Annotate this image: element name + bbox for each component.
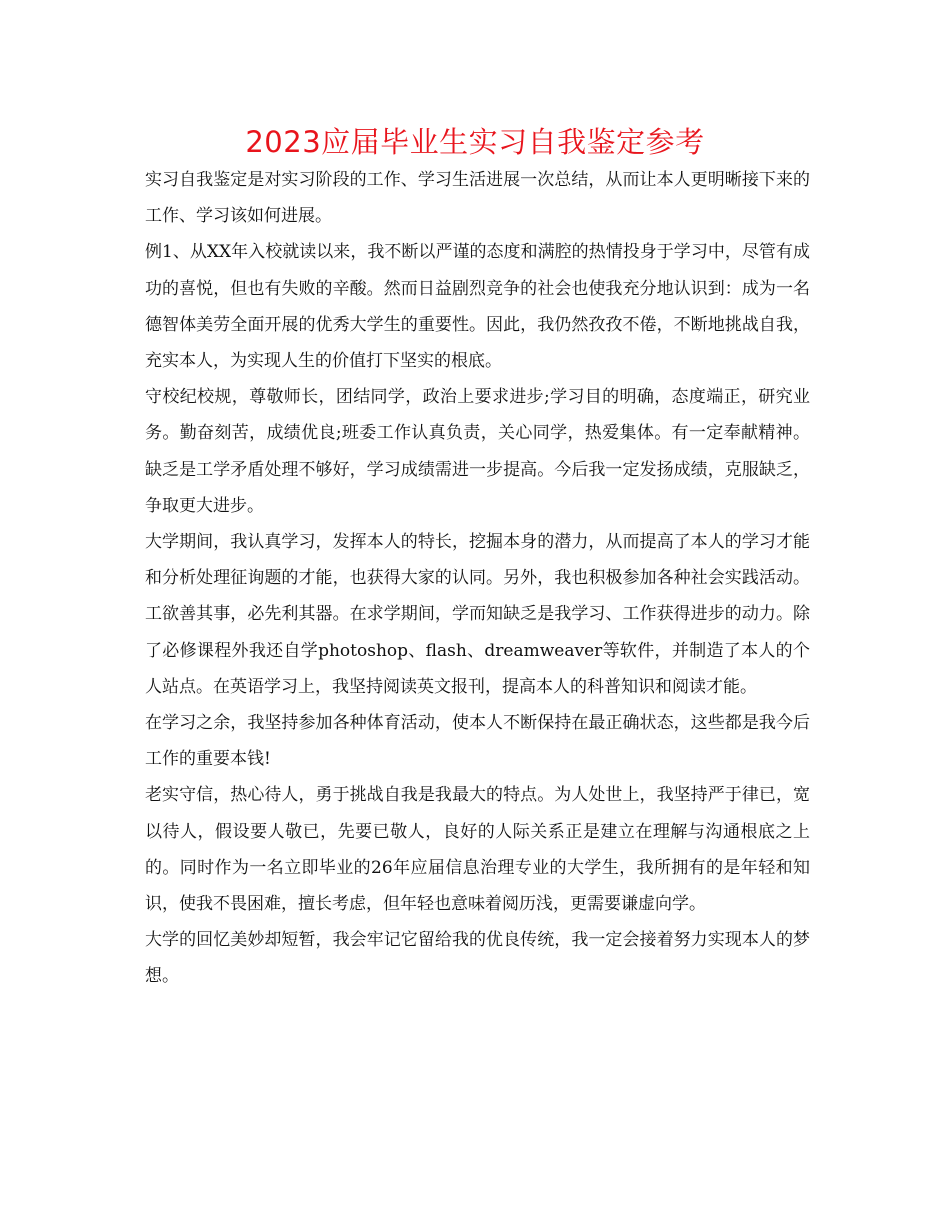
paragraph-discipline: 守校纪校规，尊敬师长，团结同学，政治上要求进步;学习目的明确，态度端正，研究业务。勤奋刻苦，成绩优良;班委工作认真负责，关心同学，热爱集体。有一定奉献精神。缺乏是工学矛盾处理不够好，学习成绩需进一步提高。今后我一定发扬成绩，克服缺乏，争取更大进步。 (145, 387, 810, 516)
paragraph-sports: 在学习之余，我坚持参加各种体育活动，使本人不断保持在最正确状态，这些都是我今后工作的重要本钱! (145, 713, 810, 770)
paragraph-example-1: 例1、从XX年入校就读以来，我不断以严谨的态度和满腔的热情投身于学习中，尽管有成功的喜悦，但也有失败的辛酸。然而日益剧烈竞争的社会也使我充分地认识到：成为一名德智体美劳全面开展的优秀大学生的重要性。因此，我仍然孜孜不倦，不断地挑战自我，充实本人，为实现人生的价值打下坚实的根底。 (145, 242, 810, 372)
paragraph-study: 大学期间，我认真学习，发挥本人的特长，挖掘本身的潜力，从而提高了本人的学习才能和分析处理征询题的才能，也获得大家的认同。另外，我也积极参加各种社会实践活动。工欲善其事，必先利其器。在求学期间，学而知缺乏是我学习、工作获得进步的动力。除了必修课程外我还自学photoshop、flash、dreamweaver等软件，并制造了本人的个人站点。在英语学习上，我坚持阅读英文报刊，提高本人的科普知识和阅读才能。 (145, 532, 810, 697)
document-title: 2023应届毕业生实习自我鉴定参考 (245, 125, 705, 159)
paragraph-conclusion: 大学的回忆美妙却短暂，我会牢记它留给我的优良传统，我一定会接着努力实现本人的梦想。 (145, 930, 810, 987)
paragraph-intro: 实习自我鉴定是对实习阶段的工作、学习生活进展一次总结，从而让本人更明晰接下来的工作、学习该如何进展。 (145, 170, 810, 227)
document-body (145, 162, 810, 995)
paragraph-character: 老实守信，热心待人，勇于挑战自我是我最大的特点。为人处世上，我坚持严于律已，宽以待人，假设要人敬已，先要已敬人，良好的人际关系正是建立在理解与沟通根底之上的。同时作为一名立即毕业的26年应届信息治理专业的大学生，我所拥有的是年轻和知识，使我不畏困难，擅长考虑，但年轻也意味着阅历浅，更需要谦虚向学。 (145, 785, 810, 915)
